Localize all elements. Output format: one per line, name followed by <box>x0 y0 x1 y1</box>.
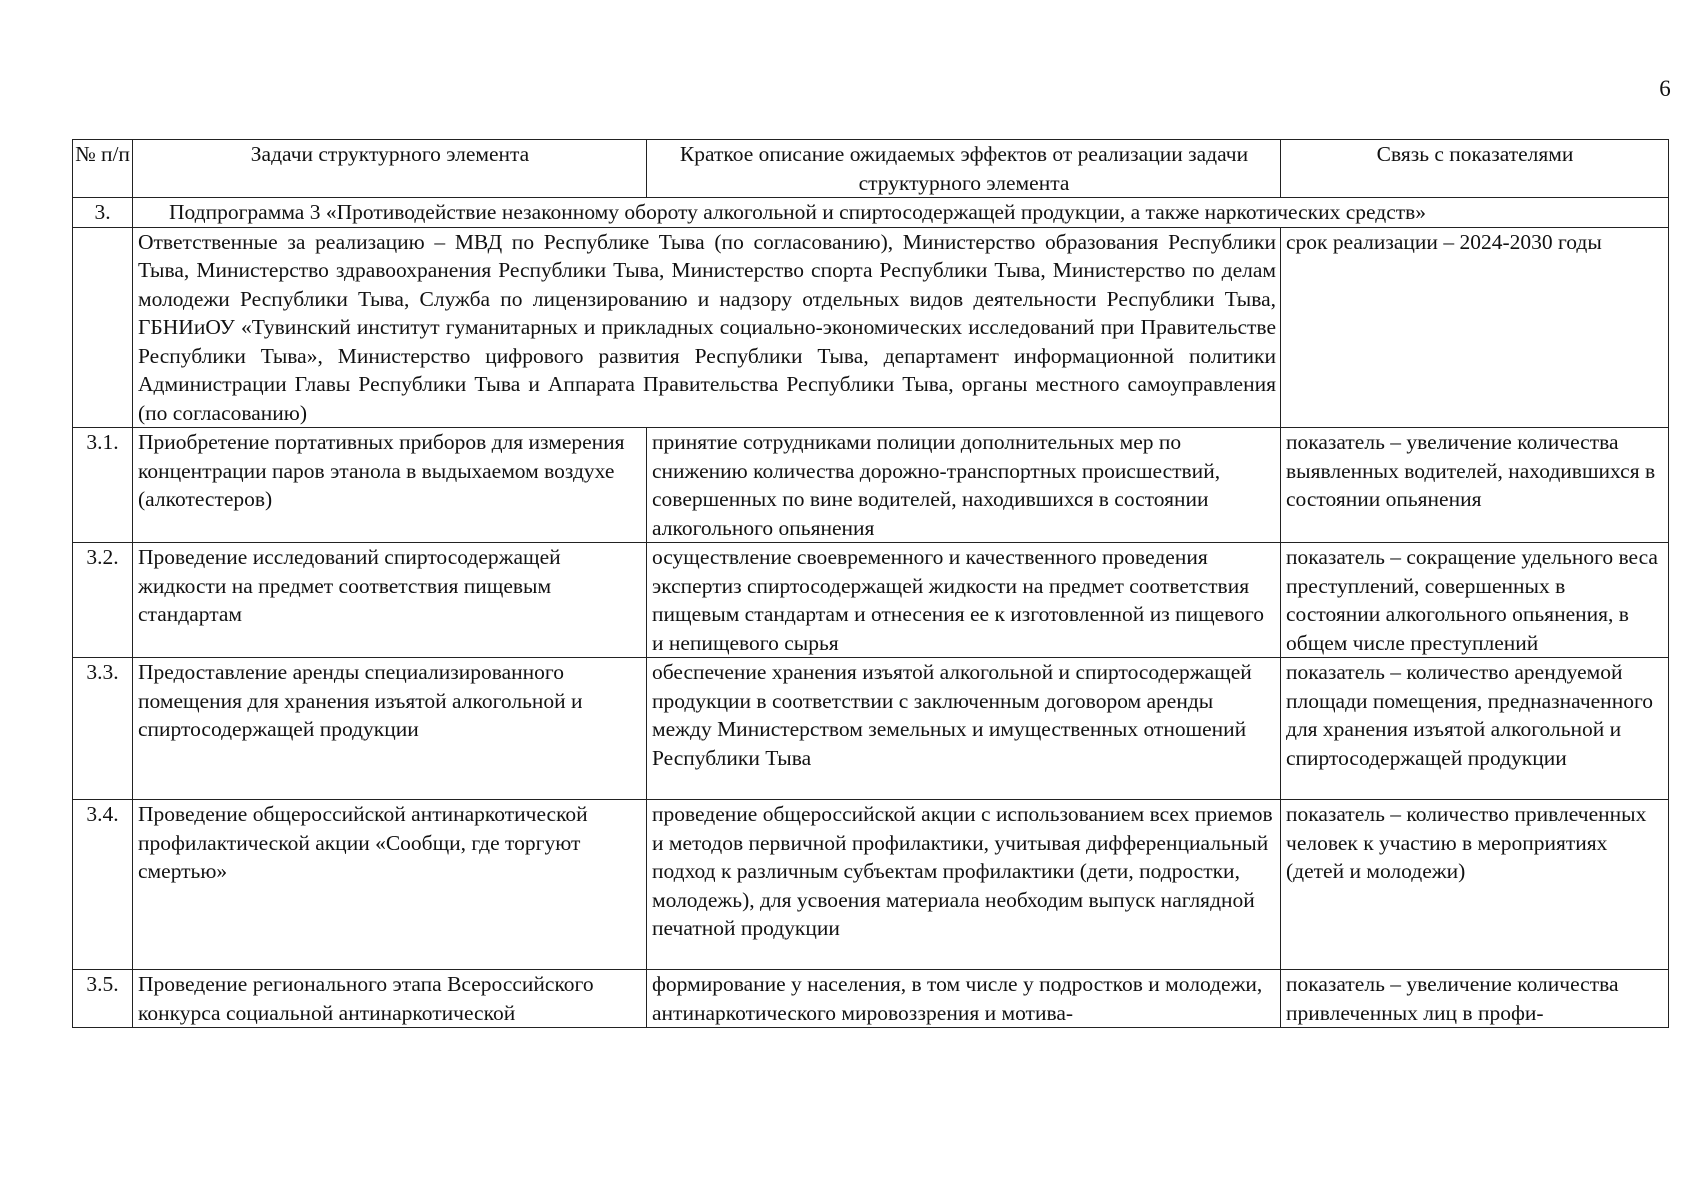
row-task: Проведение регионального этапа Всероссийского конкурса социальной антинаркотической <box>133 970 647 1028</box>
responsible-term: срок реализации – 2024-2030 годы <box>1281 227 1669 428</box>
table-row <box>73 658 1669 800</box>
row-indicator: показатель – количество арендуемой площади помещения, предназначенного для хранения изъятой алкогольной и спиртосодержащей продукции <box>1281 658 1669 800</box>
row-effect: принятие сотрудниками полиции дополнительных мер по снижению количества дорожно-транспортных происшествий, совершенных по вине водителей, находившихся в состоянии алкогольного опьянения <box>647 428 1281 543</box>
responsible-text: Ответственные за реализацию – МВД по Республике Тыва (по согласованию), Министерство образования Республики Тыва, Министерство здравоохранения Республики Тыва, Министерство спорта Республики Тыва, Министерство по делам молодежи Республики Тыва, Служба по лицензированию и надзору отдельных видов деятельности Республики Тыва, ГБНИиОУ «Тувинский институт гуманитарных и прикладных социально-экономических исследований при Правительстве Республики Тыва», Министерство цифрового развития Республики Тыва, департамент информационной политики Администрации Главы Республики Тыва и Аппарата Правительства Республики Тыва, органы местного самоуправления (по согласованию) <box>133 227 1281 428</box>
subprogram-title: Подпрограмма 3 «Противодействие незаконному обороту алкогольной и спиртосодержащей продукции, а также наркотических средств» <box>133 198 1669 228</box>
table-row <box>73 970 1669 1028</box>
row-effect: проведение общероссийской акции с использованием всех приемов и методов первичной профилактики, учитывая дифференциальный подход к различным субъектам профилактики (дети, подростки, молодежь), для усвоения материала необходим выпуск наглядной печатной продукции <box>647 800 1281 970</box>
header-number: № п/п <box>73 140 133 198</box>
row-indicator: показатель – увеличение количества привлеченных лиц в профи- <box>1281 970 1669 1028</box>
subprogram-number: 3. <box>73 198 133 228</box>
row-indicator: показатель – увеличение количества выявленных водителей, находившихся в состоянии опьянения <box>1281 428 1669 543</box>
header-indicators: Связь с показателями <box>1281 140 1669 198</box>
header-tasks: Задачи структурного элемента <box>133 140 647 198</box>
table-row <box>73 428 1669 543</box>
row-number: 3.3. <box>73 658 133 800</box>
table-row <box>73 543 1669 658</box>
row-effect: формирование у населения, в том числе у подростков и молодежи, антинаркотического мировоззрения и мотива- <box>647 970 1281 1028</box>
page-number: 6 <box>1659 76 1671 101</box>
row-number: 3.2. <box>73 543 133 658</box>
responsible-number-cell <box>73 227 133 428</box>
row-task: Предоставление аренды специализированного помещения для хранения изъятой алкогольной и спиртосодержащей продукции <box>133 658 647 800</box>
row-effect: осуществление своевременного и качественного проведения экспертиз спиртосодержащей жидкости на предмет соответствия пищевым стандартам и отнесения ее к изготовленной из пищевого и непищевого сырья <box>647 543 1281 658</box>
row-indicator: показатель – количество привлеченных человек к участию в мероприятиях (детей и молодежи) <box>1281 800 1669 970</box>
row-task: Приобретение портативных приборов для измерения концентрации паров этанола в выдыхаемом воздухе (алкотестеров) <box>133 428 647 543</box>
subprogram-row <box>73 198 1669 228</box>
row-number: 3.1. <box>73 428 133 543</box>
table-header-row <box>73 140 1669 198</box>
structural-element-table <box>72 139 1669 1028</box>
row-task: Проведение общероссийской антинаркотической профилактической акции «Сообщи, где торгуют смертью» <box>133 800 647 970</box>
row-task: Проведение исследований спиртосодержащей жидкости на предмет соответствия пищевым стандартам <box>133 543 647 658</box>
table-row <box>73 800 1669 970</box>
row-effect: обеспечение хранения изъятой алкогольной и спиртосодержащей продукции в соответствии с заключенным договором аренды между Министерством земельных и имущественных отношений Республики Тыва <box>647 658 1281 800</box>
header-effects: Краткое описание ожидаемых эффектов от реализации задачи структурного элемента <box>647 140 1281 198</box>
responsible-row <box>73 227 1669 428</box>
row-number: 3.4. <box>73 800 133 970</box>
row-indicator: показатель – сокращение удельного веса преступлений, совершенных в состоянии алкогольного опьянения, в общем числе преступлений <box>1281 543 1669 658</box>
row-number: 3.5. <box>73 970 133 1028</box>
